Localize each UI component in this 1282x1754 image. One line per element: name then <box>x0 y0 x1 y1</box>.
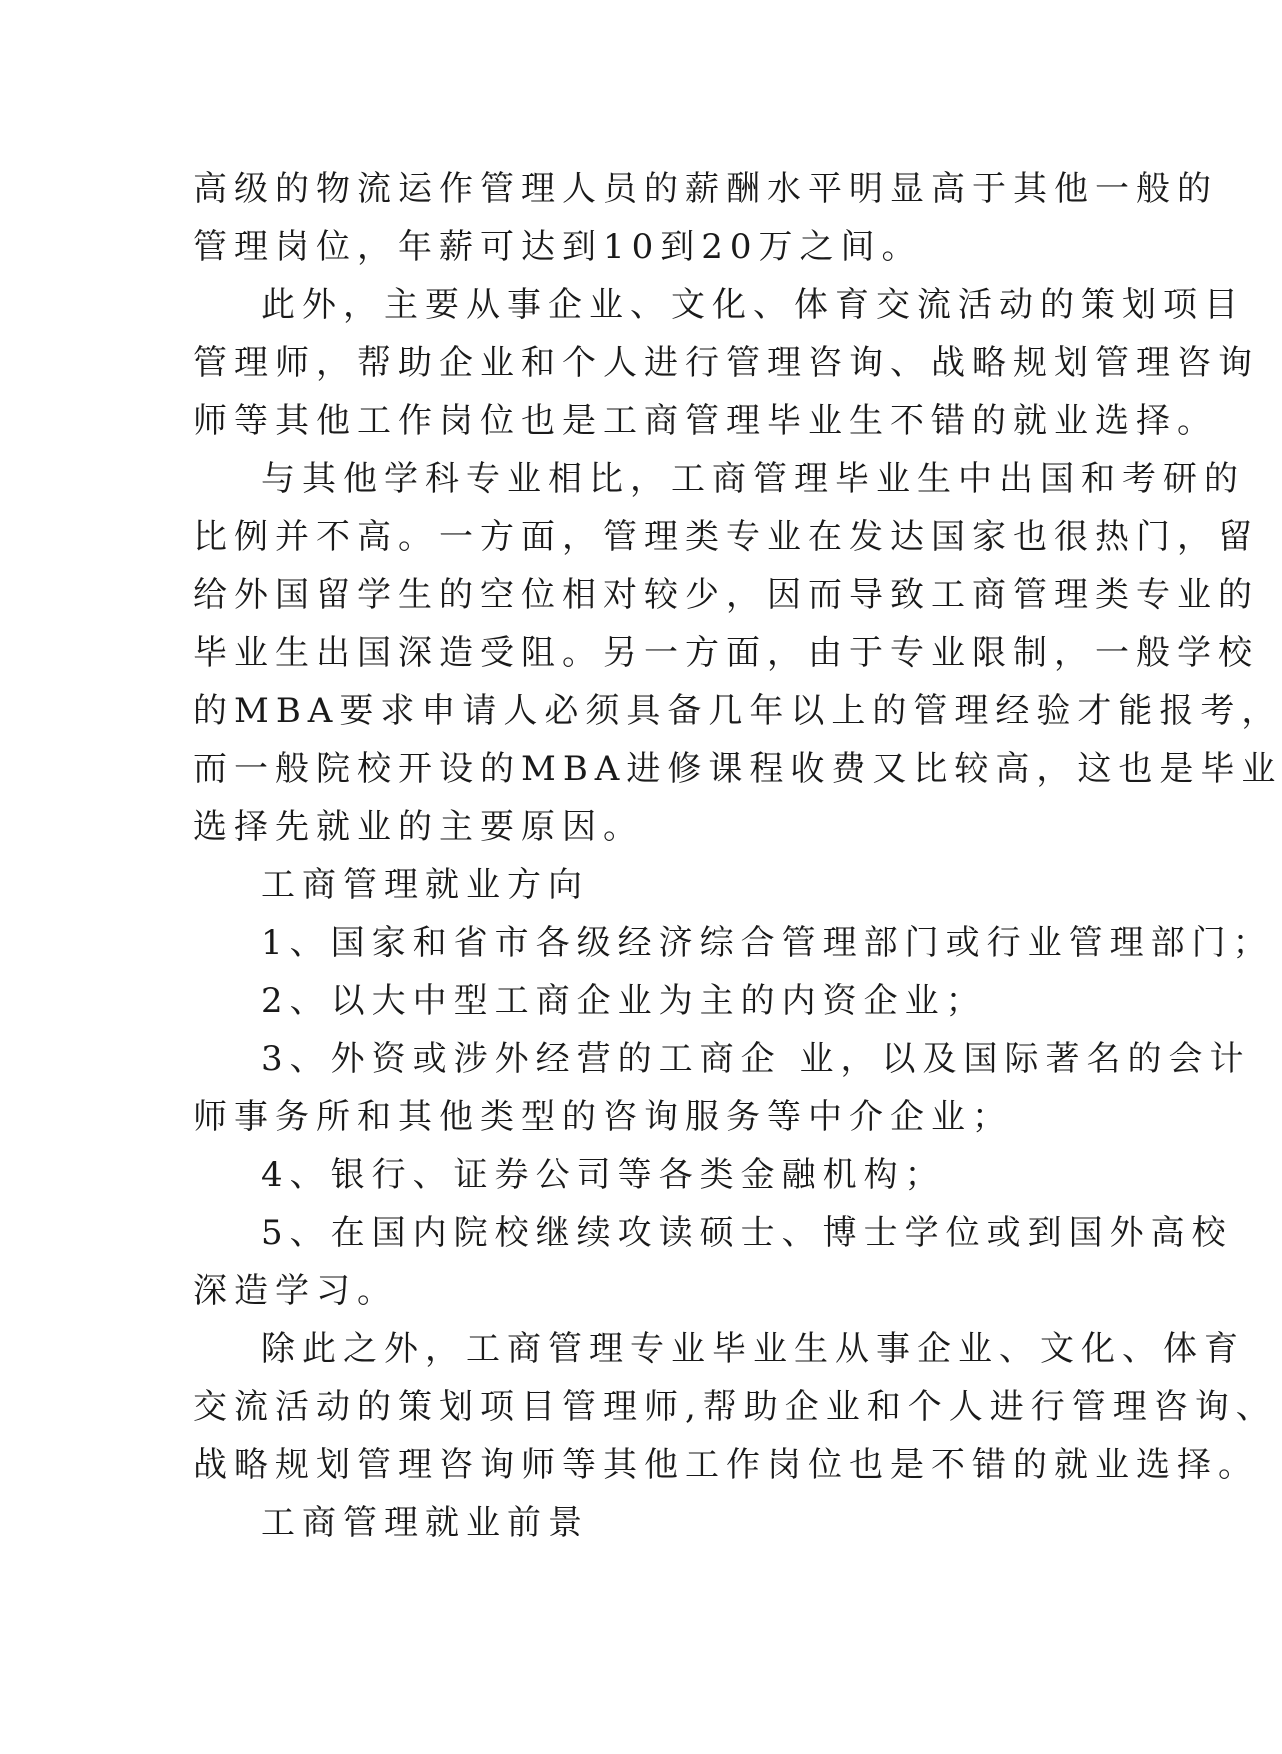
list-item-continuation: 师事务所和其他类型的咨询服务等中介企业； <box>193 1097 1013 1137</box>
text-line: 管理师，帮助企业和个人进行管理咨询、战略规划管理咨询 <box>193 343 1259 383</box>
text-line: 毕业生出国深造受阻。另一方面，由于专业限制，一般学校 <box>193 633 1259 673</box>
paragraph-start-line: 除此之外，工商管理专业毕业生从事企业、文化、体育 <box>261 1329 1245 1369</box>
document-body <box>193 160 1282 1552</box>
section-heading: 工商管理就业方向 <box>261 865 589 905</box>
paragraph-start-line: 此外，主要从事企业、文化、体育交流活动的策划项目 <box>261 285 1245 325</box>
text-line: 师等其他工作岗位也是工商管理毕业生不错的就业选择。 <box>193 401 1218 441</box>
list-item: 1、国家和省市各级经济综合管理部门或行业管理部门； <box>261 923 1274 963</box>
text-line: 的MBA要求申请人必须具备几年以上的管理经验才能报考， <box>193 691 1282 731</box>
text-line: 比例并不高。一方面，管理类专业在发达国家也很热门，留 <box>193 517 1259 557</box>
list-item: 2、以大中型工商企业为主的内资企业； <box>261 981 987 1021</box>
list-item-continuation: 深造学习。 <box>193 1271 398 1311</box>
text-line: 交流活动的策划项目管理师,帮助企业和个人进行管理咨询、 <box>193 1387 1277 1427</box>
text-line: 选择先就业的主要原因。 <box>193 807 644 847</box>
text-line: 战略规划管理咨询师等其他工作岗位也是不错的就业选择。 <box>193 1445 1259 1485</box>
list-item: 3、外资或涉外经营的工商企 业，以及国际著名的会计 <box>261 1039 1251 1079</box>
list-item: 4、银行、证券公司等各类金融机构； <box>261 1155 946 1195</box>
list-item: 5、在国内院校继续攻读硕士、博士学位或到国外高校 <box>261 1213 1233 1253</box>
section-heading: 工商管理就业前景 <box>261 1503 589 1543</box>
text-line: 给外国留学生的空位相对较少，因而导致工商管理类专业的 <box>193 575 1259 615</box>
text-line: 高级的物流运作管理人员的薪酬水平明显高于其他一般的 <box>193 169 1218 209</box>
paragraph-start-line: 与其他学科专业相比，工商管理毕业生中出国和考研的 <box>261 459 1245 499</box>
text-line: 而一般院校开设的MBA进修课程收费又比较高，这也是毕业 <box>193 749 1282 789</box>
text-line: 管理岗位，年薪可达到10到20万之间。 <box>193 227 923 267</box>
